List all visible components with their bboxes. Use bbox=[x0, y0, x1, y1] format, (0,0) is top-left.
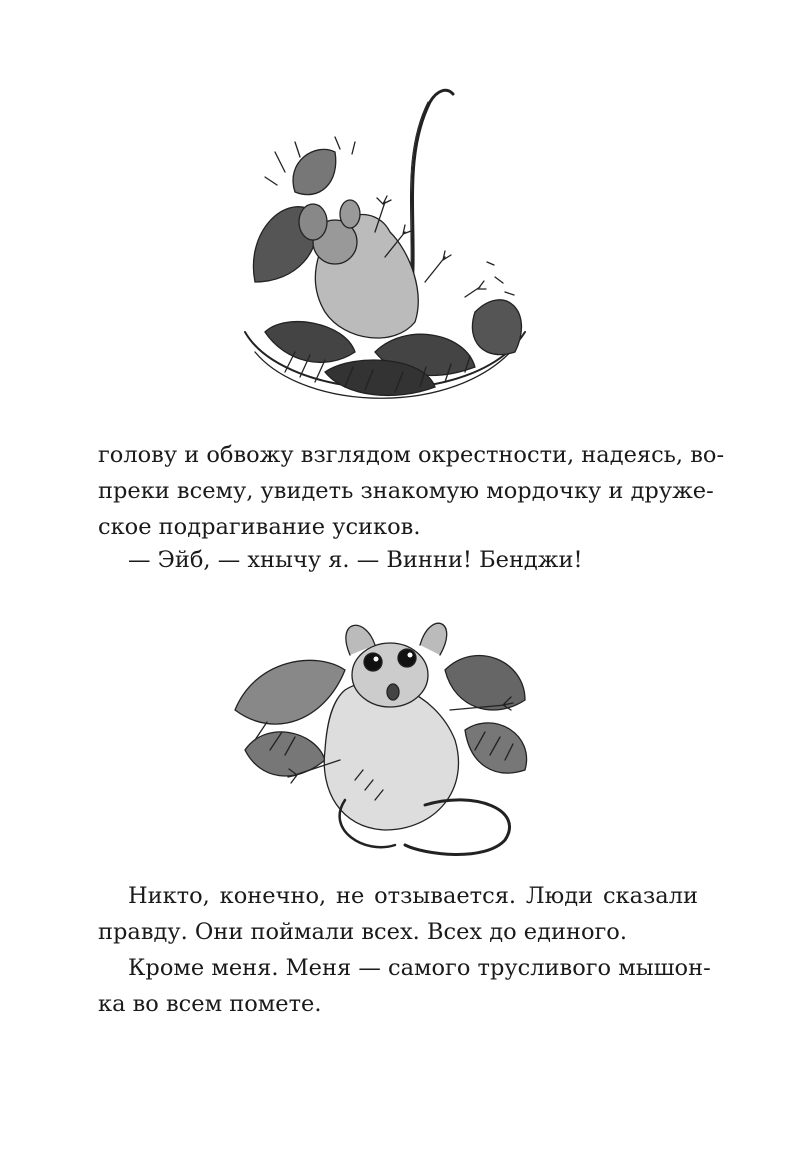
paragraph-4 bbox=[98, 950, 711, 1022]
text-line: ка во всем помете. bbox=[98, 991, 322, 1017]
text-line: Никто, конечно, не отзывается. Люди сказали bbox=[128, 883, 698, 909]
text-line: преки всему, увидеть знакомую мордочку и друже- bbox=[98, 478, 714, 504]
text-line: голову и обвожу взглядом окрестности, надеясь, во- bbox=[98, 442, 725, 468]
paragraph-3 bbox=[98, 878, 698, 950]
text-line: правду. Они поймали всех. Всех до единого. bbox=[98, 919, 627, 945]
text-line: ское подрагивание усиков. bbox=[98, 514, 421, 540]
text-line: — Эйб, — хнычу я. — Винни! Бенджи! bbox=[128, 547, 583, 573]
paragraph-2 bbox=[98, 542, 698, 578]
paragraph-1 bbox=[98, 437, 725, 545]
text-line: Кроме меня. Меня — самого трусливого мышон- bbox=[128, 955, 711, 981]
mouse-lying-on-back-illustration bbox=[225, 600, 545, 870]
mouse-tumbling-in-leaves-illustration bbox=[225, 82, 545, 422]
